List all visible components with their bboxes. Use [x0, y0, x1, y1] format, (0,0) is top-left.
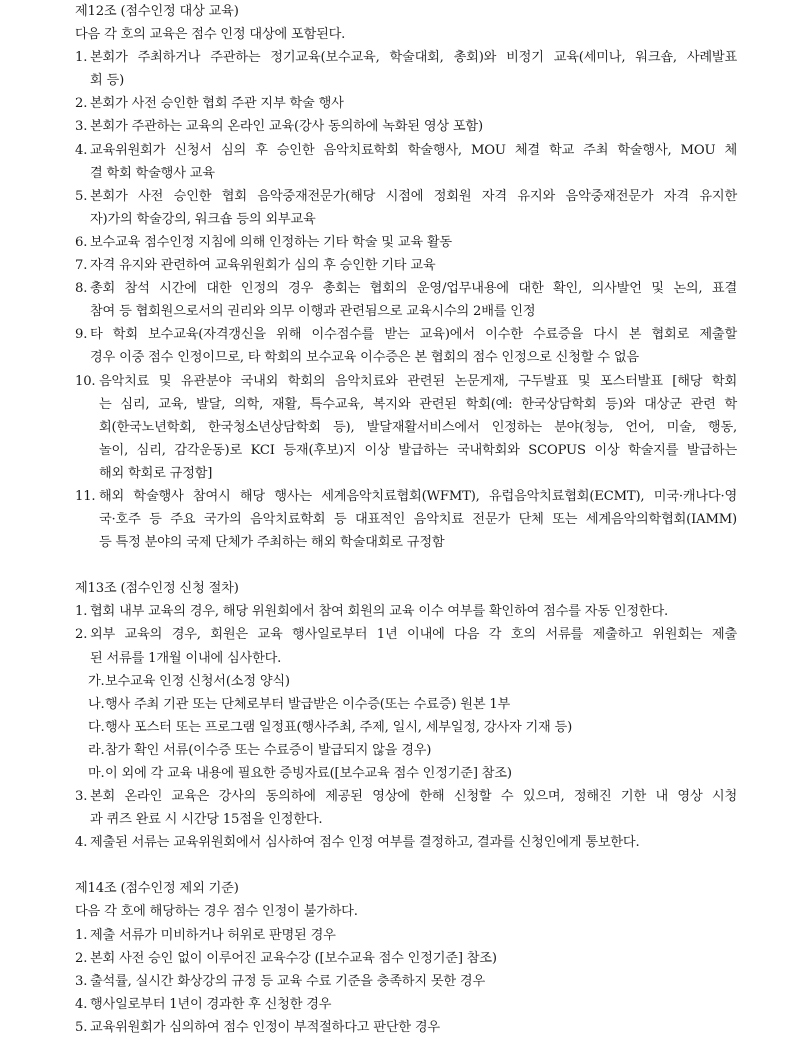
list-item: 7. 자격 유지와 관련하여 교육위원회가 심의 후 승인한 기타 교육 [75, 258, 436, 274]
list-item: 5. 교육위원회가 심의하여 점수 인정이 부적절하다고 판단한 경우 [75, 1019, 440, 1035]
list-item: 2. 본회가 사전 승인한 협회 주관 지부 학술 행사 [75, 96, 344, 112]
list-item: 11. 해외 학술행사 참여시 해당 행사는 세계음악치료협회(WFMT), 유럽음악치료협회(ECMT), 미국·캐나다·영 국·호주 등 주요 국가의 음악치료학회 등 대표적인 음악치료 전문가 단체 또는 세계음악의학협회(IAMM) 등 특정 분야의 국제 단체가 주최하는 해외 학술대회로 규정함 [75, 488, 737, 551]
sub-item: 마. 이 외에 각 교육 내용에 필요한 증빙자료([보수교육 점수 인정기준] 참조) [88, 766, 512, 781]
list-item: 3. 본회가 주관하는 교육의 온라인 교육(강사 동의하에 녹화된 영상 포함) [75, 119, 483, 135]
list-item: 9. 타 학회 보수교육(자격갱신을 위해 이수점수를 받는 교육)에서 이수한 수료증을 다시 본 협회로 제출할 경우 이중 점수 인정이므로, 타 학회의 보수교육 이수증은 본 협회의 점수 인정으로 신청할 수 없음 [75, 327, 737, 366]
list-item: 4. 행사일로부터 1년이 경과한 후 신청한 경우 [75, 996, 332, 1012]
sub-item: 라. 참가 확인 서류(이수증 또는 수료증이 발급되지 않을 경우) [88, 742, 432, 758]
article-13 [75, 577, 737, 854]
list-item: 8. 총회 참석 시간에 대한 인정의 경우 총회는 협회의 운영/업무내용에 대한 확인, 의사발언 및 논의, 표결 참여 등 협회원으로서의 권리와 의무 이행과 관련됨으로 교육시수의 2배를 인정 [75, 281, 737, 320]
article-14 [75, 877, 737, 1039]
list-item: 3. 본회 온라인 교육은 강사의 동의하에 제공된 영상에 한해 신청할 수 있으며, 정해진 기한 내 영상 시청 과 퀴즈 완료 시 시간당 15점을 인정한다. [75, 789, 737, 828]
article-intro: 다음 각 호의 교육은 점수 인정 대상에 포함된다. [75, 27, 346, 43]
list-item: 10. 음악치료 및 유관분야 국내외 학회의 음악치료와 관련된 논문게재, 구두발표 및 포스터발표 [해당 학회 는 심리, 교육, 발달, 의학, 재활, 특수교육, 복지와 관련된 학회(예: 한국상담학회 등)와 대상군 관련 학 회(한국노년학회, 한국청소년상담학회 등), 발달재활서비스에서 인정하는 분야(청능, 언어, 미술, 행동, 놀이, 심리, 감각운동)로 KCI 등재(후보)지 이상 발급하는 국내학회와 SCOPUS 이상 학술지를 발급하는 해외 학회로 규정함] [75, 373, 737, 481]
list-item: 5. 본회가 사전 승인한 협회 음악중재전문가(해당 시점에 정회원 자격 유지와 음악중재전문가 자격 유지한 자)가의 학술강의, 워크숍 등의 외부교육 [75, 188, 737, 227]
article-title: 제13조 (점수인정 신청 절차) [75, 581, 239, 597]
sub-item: 나. 행사 주최 기관 또는 단체로부터 발급받은 이수증(또는 수료증) 원본 1부 [88, 696, 511, 712]
list-item: 6. 보수교육 점수인정 지침에 의해 인정하는 기타 학술 및 교육 활동 [75, 234, 452, 250]
article-title: 제14조 (점수인정 제외 기준) [75, 881, 239, 897]
regulation-document [75, 0, 737, 1062]
list-item: 2. 본회 사전 승인 없이 이루어진 교육수강 ([보수교육 점수 인정기준] 참조) [75, 950, 497, 966]
list-item: 1. 본회가 주최하거나 주관하는 정기교육(보수교육, 학술대회, 총회)와 비정기 교육(세미나, 워크숍, 사례발표 회 등) [75, 50, 737, 89]
list-item: 1. 제출 서류가 미비하거나 허위로 판명된 경우 [75, 927, 336, 943]
list-item: 3. 출석률, 실시간 화상강의 규정 등 교육 수료 기준을 충족하지 못한 경우 [75, 973, 486, 989]
list-item: 4. 제출된 서류는 교육위원회에서 심사하여 점수 인정 여부를 결정하고, 결과를 신청인에게 통보한다. [75, 835, 640, 851]
article-12 [75, 0, 737, 554]
article-intro: 다음 각 호에 해당하는 경우 점수 인정이 불가하다. [75, 904, 358, 920]
sub-item: 다. 행사 포스터 또는 프로그램 일정표(행사주최, 주제, 일시, 세부일정, 강사자 기재 등) [88, 719, 573, 735]
article-title: 제12조 (점수인정 대상 교육) [75, 4, 239, 19]
list-item: 1. 협회 내부 교육의 경우, 해당 위원회에서 참여 회원의 교육 이수 여부를 확인하여 점수를 자동 인정한다. [75, 604, 668, 620]
list-item: 2. 외부 교육의 경우, 회원은 교육 행사일로부터 1년 이내에 다음 각 호의 서류를 제출하고 위원회는 제출 된 서류를 1개월 이내에 심사한다. [75, 627, 737, 666]
list-item: 4. 교육위원회가 신청서 심의 후 승인한 음악치료학회 학술행사, MOU 체결 학교 주최 학술행사, MOU 체 결 학회 학술행사 교육 [75, 142, 737, 181]
sub-item: 가. 보수교육 인정 신청서(소정 양식) [88, 673, 290, 689]
